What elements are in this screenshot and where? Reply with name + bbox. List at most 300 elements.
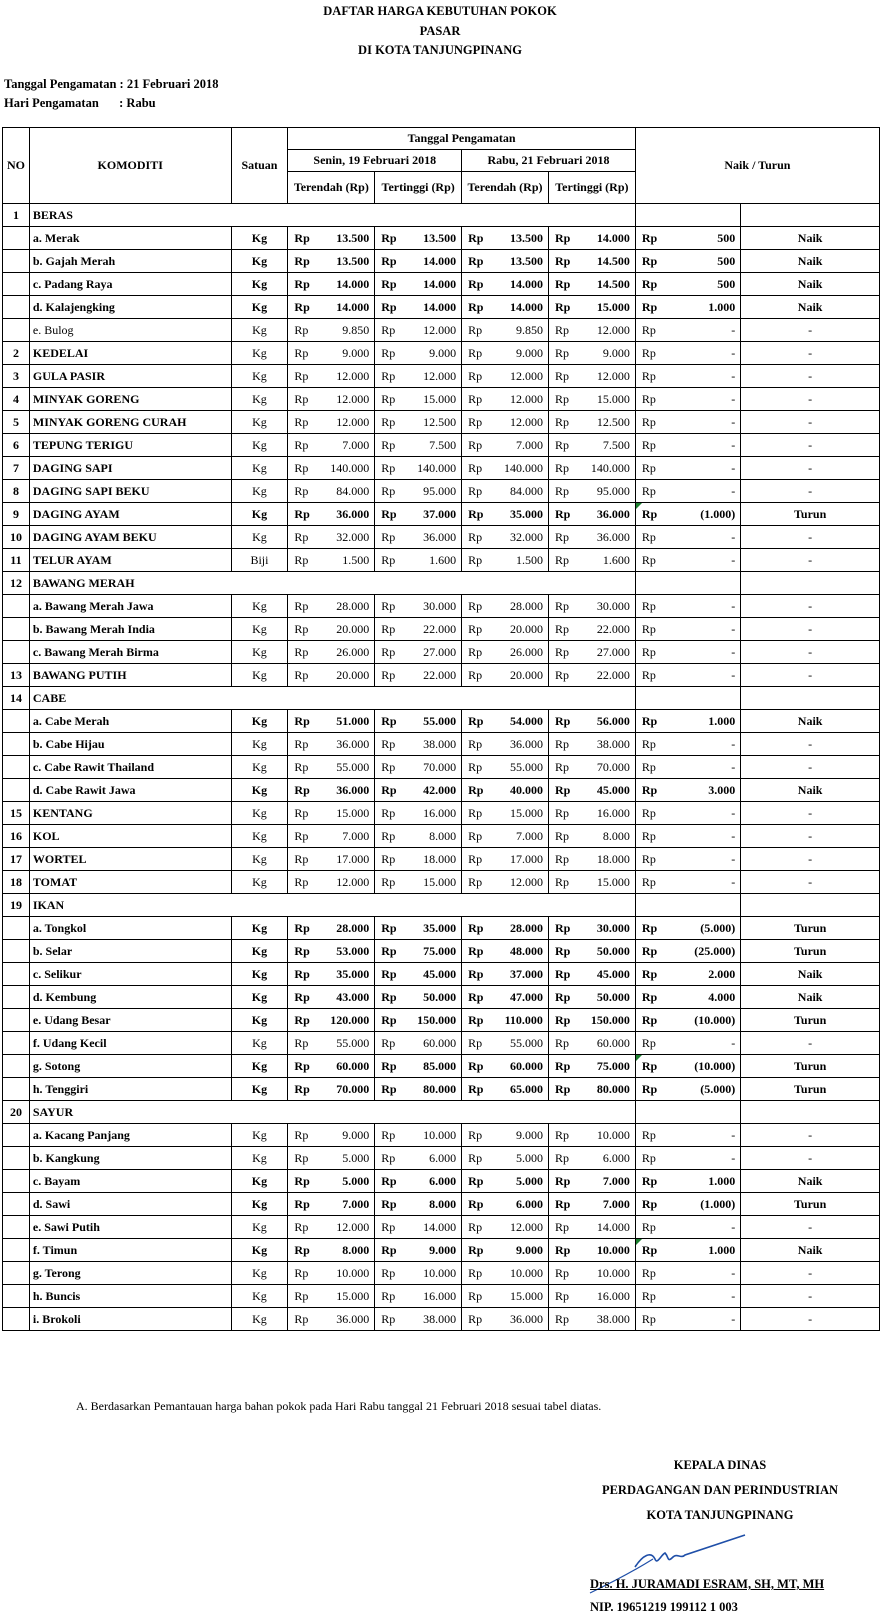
row-no: 9 — [3, 503, 30, 526]
price-low-2: 1.500 — [493, 549, 549, 572]
table-row — [3, 1032, 880, 1055]
currency-label: Rp — [548, 227, 579, 250]
row-no — [3, 1009, 30, 1032]
price-difference: - — [666, 549, 740, 572]
price-low-2: 55.000 — [493, 1032, 549, 1055]
unit-cell: Kg — [231, 595, 288, 618]
header-tertinggi-2: Tertinggi (Rp) — [548, 172, 635, 204]
currency-label: Rp — [288, 940, 319, 963]
row-no — [3, 1193, 30, 1216]
hari-sep: : — [119, 96, 124, 110]
price-low-2: 13.500 — [493, 227, 549, 250]
price-high-1: 15.000 — [406, 871, 462, 894]
currency-label: Rp — [288, 1239, 319, 1262]
price-low-1: 14.000 — [319, 296, 375, 319]
currency-label: Rp — [288, 779, 319, 802]
currency-label: Rp — [288, 296, 319, 319]
table-row — [3, 411, 880, 434]
price-high-2: 27.000 — [579, 641, 635, 664]
signatory-name: Drs. H. JURAMADI ESRAM, SH, MT, MH — [590, 1577, 825, 1591]
price-high-2: 10.000 — [579, 1262, 635, 1285]
currency-label: Rp — [635, 1078, 666, 1101]
price-high-1: 12.500 — [406, 411, 462, 434]
row-no: 5 — [3, 411, 30, 434]
table-row — [3, 342, 880, 365]
table-body — [3, 204, 880, 1331]
currency-label: Rp — [635, 480, 666, 503]
price-low-2: 36.000 — [493, 733, 549, 756]
row-no: 8 — [3, 480, 30, 503]
trend-status: - — [741, 871, 880, 894]
unit-cell: Kg — [231, 1032, 288, 1055]
currency-label: Rp — [375, 1147, 406, 1170]
currency-label: Rp — [288, 1216, 319, 1239]
trend-status: - — [741, 802, 880, 825]
price-high-2: 10.000 — [579, 1124, 635, 1147]
currency-label: Rp — [288, 802, 319, 825]
price-low-1: 5.000 — [319, 1170, 375, 1193]
price-difference: - — [666, 388, 740, 411]
currency-label: Rp — [635, 549, 666, 572]
price-high-2: 50.000 — [579, 986, 635, 1009]
empty-cell — [741, 204, 880, 227]
empty-cell — [741, 894, 880, 917]
unit-cell: Kg — [231, 871, 288, 894]
price-difference: - — [666, 595, 740, 618]
currency-label: Rp — [462, 871, 493, 894]
price-low-1: 55.000 — [319, 1032, 375, 1055]
hari-label: Hari Pengamatan — [4, 96, 99, 110]
commodity-name: c. Padang Raya — [29, 273, 231, 296]
unit-cell: Kg — [231, 1009, 288, 1032]
unit-cell: Kg — [231, 250, 288, 273]
trend-status: Naik — [741, 710, 880, 733]
price-low-1: 9.850 — [319, 319, 375, 342]
price-high-1: 10.000 — [406, 1262, 462, 1285]
price-low-1: 12.000 — [319, 411, 375, 434]
trend-status: Naik — [741, 986, 880, 1009]
currency-label: Rp — [375, 1170, 406, 1193]
unit-cell: Kg — [231, 641, 288, 664]
title-line-3: DI KOTA TANJUNGPINANG — [358, 43, 522, 57]
price-high-2: 30.000 — [579, 917, 635, 940]
price-difference: - — [666, 641, 740, 664]
price-low-2: 20.000 — [493, 618, 549, 641]
currency-label: Rp — [635, 917, 666, 940]
price-high-2: 7.500 — [579, 434, 635, 457]
currency-label: Rp — [635, 411, 666, 434]
price-high-2: 60.000 — [579, 1032, 635, 1055]
currency-label: Rp — [548, 940, 579, 963]
currency-label: Rp — [462, 1078, 493, 1101]
price-difference: - — [666, 1216, 740, 1239]
price-difference: - — [666, 733, 740, 756]
price-low-2: 9.000 — [493, 342, 549, 365]
commodity-name: a. Merak — [29, 227, 231, 250]
table-row — [3, 1216, 880, 1239]
currency-label: Rp — [635, 1285, 666, 1308]
price-low-1: 12.000 — [319, 1216, 375, 1239]
commodity-name: KENTANG — [29, 802, 231, 825]
currency-label: Rp — [462, 388, 493, 411]
table-row — [3, 871, 880, 894]
price-high-1: 85.000 — [406, 1055, 462, 1078]
currency-label: Rp — [288, 733, 319, 756]
row-no — [3, 296, 30, 319]
price-high-2: 22.000 — [579, 664, 635, 687]
price-low-2: 140.000 — [493, 457, 549, 480]
price-low-2: 9.000 — [493, 1239, 549, 1262]
trend-status: Turun — [741, 1078, 880, 1101]
table-row — [3, 825, 880, 848]
table-row — [3, 319, 880, 342]
currency-label: Rp — [635, 848, 666, 871]
currency-label: Rp — [635, 779, 666, 802]
trend-status: Naik — [741, 1170, 880, 1193]
currency-label: Rp — [288, 1170, 319, 1193]
currency-label: Rp — [288, 1193, 319, 1216]
currency-label: Rp — [288, 825, 319, 848]
unit-cell: Kg — [231, 1078, 288, 1101]
price-low-1: 5.000 — [319, 1147, 375, 1170]
empty-cell — [741, 1101, 880, 1124]
price-low-1: 28.000 — [319, 595, 375, 618]
table-row — [3, 940, 880, 963]
price-high-1: 22.000 — [406, 664, 462, 687]
price-difference: 4.000 — [666, 986, 740, 1009]
currency-label: Rp — [635, 1170, 666, 1193]
currency-label: Rp — [288, 641, 319, 664]
price-difference: - — [666, 1147, 740, 1170]
price-low-1: 7.000 — [319, 825, 375, 848]
unit-cell: Kg — [231, 733, 288, 756]
row-no — [3, 618, 30, 641]
currency-label: Rp — [375, 1216, 406, 1239]
currency-label: Rp — [635, 434, 666, 457]
table-row — [3, 1147, 880, 1170]
price-difference: 1.000 — [666, 296, 740, 319]
price-difference: - — [666, 480, 740, 503]
currency-label: Rp — [548, 1308, 579, 1331]
unit-cell: Kg — [231, 1055, 288, 1078]
currency-label: Rp — [462, 1055, 493, 1078]
price-difference: (5.000) — [666, 1078, 740, 1101]
currency-label: Rp — [548, 756, 579, 779]
currency-text: Rp — [641, 1058, 658, 1073]
currency-label: Rp — [462, 1239, 493, 1262]
header-tertinggi-1: Tertinggi (Rp) — [375, 172, 462, 204]
row-no: 2 — [3, 342, 30, 365]
commodity-name: DAGING AYAM BEKU — [29, 526, 231, 549]
price-low-2: 14.000 — [493, 273, 549, 296]
row-no — [3, 641, 30, 664]
currency-label: Rp — [375, 595, 406, 618]
price-difference: 500 — [666, 273, 740, 296]
commodity-name: b. Kangkung — [29, 1147, 231, 1170]
price-low-1: 55.000 — [319, 756, 375, 779]
commodity-name: g. Terong — [29, 1262, 231, 1285]
trend-status: Naik — [741, 227, 880, 250]
currency-label: Rp — [635, 1262, 666, 1285]
price-low-1: 36.000 — [319, 779, 375, 802]
price-low-1: 120.000 — [319, 1009, 375, 1032]
price-high-1: 55.000 — [406, 710, 462, 733]
price-difference: (1.000) — [666, 1193, 740, 1216]
price-low-2: 84.000 — [493, 480, 549, 503]
currency-label: Rp — [375, 319, 406, 342]
currency-label: Rp — [635, 388, 666, 411]
currency-label: Rp — [462, 963, 493, 986]
currency-label: Rp — [288, 963, 319, 986]
currency-label: Rp — [462, 1170, 493, 1193]
currency-label: Rp — [375, 503, 406, 526]
currency-label: Rp — [375, 273, 406, 296]
currency-label: Rp — [548, 549, 579, 572]
currency-label: Rp — [635, 756, 666, 779]
price-high-2: 150.000 — [579, 1009, 635, 1032]
currency-label: Rp — [375, 365, 406, 388]
currency-label: Rp — [462, 1262, 493, 1285]
row-no: 14 — [3, 687, 30, 710]
unit-cell: Kg — [231, 1193, 288, 1216]
header-no: NO — [3, 128, 30, 204]
currency-label: Rp — [548, 319, 579, 342]
row-no: 11 — [3, 549, 30, 572]
unit-cell: Kg — [231, 1147, 288, 1170]
row-no: 17 — [3, 848, 30, 871]
commodity-name: f. Udang Kecil — [29, 1032, 231, 1055]
price-difference: - — [666, 457, 740, 480]
price-high-1: 60.000 — [406, 1032, 462, 1055]
price-difference: 1.000 — [666, 1170, 740, 1193]
price-high-1: 30.000 — [406, 595, 462, 618]
currency-label: Rp — [375, 1078, 406, 1101]
table-row — [3, 1055, 880, 1078]
title-line-1: DAFTAR HARGA KEBUTUHAN POKOK — [323, 4, 557, 18]
trend-status: - — [741, 825, 880, 848]
trend-status: - — [741, 526, 880, 549]
currency-label: Rp — [375, 411, 406, 434]
price-low-2: 65.000 — [493, 1078, 549, 1101]
trend-status: Naik — [741, 296, 880, 319]
price-high-1: 75.000 — [406, 940, 462, 963]
currency-label: Rp — [462, 641, 493, 664]
price-low-1: 14.000 — [319, 273, 375, 296]
price-high-1: 80.000 — [406, 1078, 462, 1101]
table-row — [3, 963, 880, 986]
price-low-1: 15.000 — [319, 1285, 375, 1308]
table-row — [3, 388, 880, 411]
currency-label: Rp — [548, 733, 579, 756]
currency-label: Rp — [548, 503, 579, 526]
currency-label: Rp — [288, 365, 319, 388]
price-difference: - — [666, 802, 740, 825]
price-low-2: 5.000 — [493, 1147, 549, 1170]
price-low-1: 13.500 — [319, 250, 375, 273]
category-row — [3, 1101, 880, 1124]
currency-label: Rp — [375, 940, 406, 963]
currency-label: Rp — [635, 250, 666, 273]
price-high-2: 9.000 — [579, 342, 635, 365]
currency-label: Rp — [635, 1032, 666, 1055]
currency-label: Rp — [462, 319, 493, 342]
currency-label: Rp — [548, 1055, 579, 1078]
trend-status: - — [741, 664, 880, 687]
currency-label: Rp — [288, 549, 319, 572]
unit-cell: Kg — [231, 1285, 288, 1308]
commodity-name: IKAN — [29, 894, 635, 917]
unit-cell: Kg — [231, 1239, 288, 1262]
currency-label: Rp — [375, 710, 406, 733]
trend-status: - — [741, 848, 880, 871]
table-row — [3, 549, 880, 572]
commodity-name: c. Selikur — [29, 963, 231, 986]
currency-label: Rp — [462, 503, 493, 526]
price-low-2: 54.000 — [493, 710, 549, 733]
price-high-2: 36.000 — [579, 503, 635, 526]
table-row — [3, 480, 880, 503]
note-text: A. Berdasarkan Pemantauan harga bahan pokok pada Hari Rabu tanggal 21 Februari 2018 sesuai tabel diatas. — [76, 1399, 602, 1413]
price-high-2: 7.000 — [579, 1193, 635, 1216]
trend-status: Naik — [741, 273, 880, 296]
commodity-name: TELUR AYAM — [29, 549, 231, 572]
currency-label: Rp — [635, 618, 666, 641]
price-low-1: 10.000 — [319, 1262, 375, 1285]
unit-cell: Kg — [231, 917, 288, 940]
currency-label: Rp — [462, 1308, 493, 1331]
price-difference: - — [666, 342, 740, 365]
price-low-2: 17.000 — [493, 848, 549, 871]
row-no — [3, 1124, 30, 1147]
price-high-2: 36.000 — [579, 526, 635, 549]
price-low-2: 9.850 — [493, 319, 549, 342]
price-difference: - — [666, 434, 740, 457]
table-row — [3, 503, 880, 526]
currency-label: Rp — [635, 664, 666, 687]
unit-cell: Kg — [231, 227, 288, 250]
currency-label: Rp — [548, 342, 579, 365]
price-difference: 500 — [666, 250, 740, 273]
price-low-2: 110.000 — [493, 1009, 549, 1032]
price-high-2: 12.000 — [579, 319, 635, 342]
price-high-2: 14.500 — [579, 250, 635, 273]
currency-label: Rp — [548, 1009, 579, 1032]
currency-label: Rp — [462, 296, 493, 319]
commodity-name: a. Bawang Merah Jawa — [29, 595, 231, 618]
price-low-2: 5.000 — [493, 1170, 549, 1193]
price-high-2: 15.000 — [579, 388, 635, 411]
trend-status: Naik — [741, 250, 880, 273]
price-low-1: 43.000 — [319, 986, 375, 1009]
commodity-name: e. Udang Besar — [29, 1009, 231, 1032]
currency-label: Rp — [635, 940, 666, 963]
comment-marker-icon — [636, 503, 642, 509]
price-low-2: 7.000 — [493, 434, 549, 457]
currency-label: Rp — [288, 250, 319, 273]
currency-label: Rp — [548, 365, 579, 388]
commodity-name: BERAS — [29, 204, 635, 227]
currency-label: Rp — [462, 526, 493, 549]
currency-label: Rp — [375, 549, 406, 572]
trend-status: - — [741, 1216, 880, 1239]
row-no: 16 — [3, 825, 30, 848]
trend-status: - — [741, 480, 880, 503]
comment-marker-icon — [636, 1239, 642, 1245]
price-high-1: 95.000 — [406, 480, 462, 503]
currency-label: Rp — [288, 1055, 319, 1078]
commodity-name: DAGING AYAM — [29, 503, 231, 526]
currency-label: Rp — [288, 986, 319, 1009]
table-row — [3, 710, 880, 733]
trend-status: - — [741, 756, 880, 779]
price-low-1: 35.000 — [319, 963, 375, 986]
currency-label: Rp — [375, 1032, 406, 1055]
currency-label: Rp — [288, 664, 319, 687]
commodity-name: g. Sotong — [29, 1055, 231, 1078]
price-high-2: 45.000 — [579, 963, 635, 986]
currency-label: Rp — [462, 733, 493, 756]
currency-label: Rp — [548, 1170, 579, 1193]
currency-label: Rp — [288, 1262, 319, 1285]
row-no: 4 — [3, 388, 30, 411]
row-no — [3, 779, 30, 802]
currency-label: Rp — [375, 1193, 406, 1216]
unit-cell: Kg — [231, 1170, 288, 1193]
currency-label: Rp — [462, 411, 493, 434]
unit-cell: Kg — [231, 963, 288, 986]
price-low-2: 10.000 — [493, 1262, 549, 1285]
currency-label: Rp — [375, 1124, 406, 1147]
price-low-1: 36.000 — [319, 1308, 375, 1331]
price-high-2: 75.000 — [579, 1055, 635, 1078]
category-row — [3, 572, 880, 595]
price-high-1: 14.000 — [406, 273, 462, 296]
empty-cell — [635, 894, 740, 917]
currency-label: Rp — [375, 342, 406, 365]
currency-label: Rp — [548, 963, 579, 986]
commodity-name: h. Buncis — [29, 1285, 231, 1308]
price-low-1: 1.500 — [319, 549, 375, 572]
table-row — [3, 595, 880, 618]
currency-label: Rp — [288, 227, 319, 250]
currency-label — [635, 503, 666, 526]
price-low-1: 53.000 — [319, 940, 375, 963]
row-no — [3, 986, 30, 1009]
price-low-1: 12.000 — [319, 871, 375, 894]
row-no — [3, 1032, 30, 1055]
trend-status: - — [741, 1285, 880, 1308]
row-no: 19 — [3, 894, 30, 917]
tanggal-info — [4, 77, 219, 92]
row-no — [3, 227, 30, 250]
category-row — [3, 204, 880, 227]
currency-label: Rp — [548, 802, 579, 825]
currency-label: Rp — [375, 1009, 406, 1032]
currency-label: Rp — [548, 273, 579, 296]
price-low-1: 9.000 — [319, 1124, 375, 1147]
currency-text: Rp — [641, 506, 658, 521]
price-high-2: 50.000 — [579, 940, 635, 963]
currency-label: Rp — [462, 595, 493, 618]
currency-label: Rp — [548, 250, 579, 273]
currency-label: Rp — [375, 434, 406, 457]
price-high-2: 30.000 — [579, 595, 635, 618]
table-row — [3, 756, 880, 779]
commodity-name: d. Sawi — [29, 1193, 231, 1216]
currency-label: Rp — [462, 1032, 493, 1055]
price-low-2: 37.000 — [493, 963, 549, 986]
price-high-1: 27.000 — [406, 641, 462, 664]
